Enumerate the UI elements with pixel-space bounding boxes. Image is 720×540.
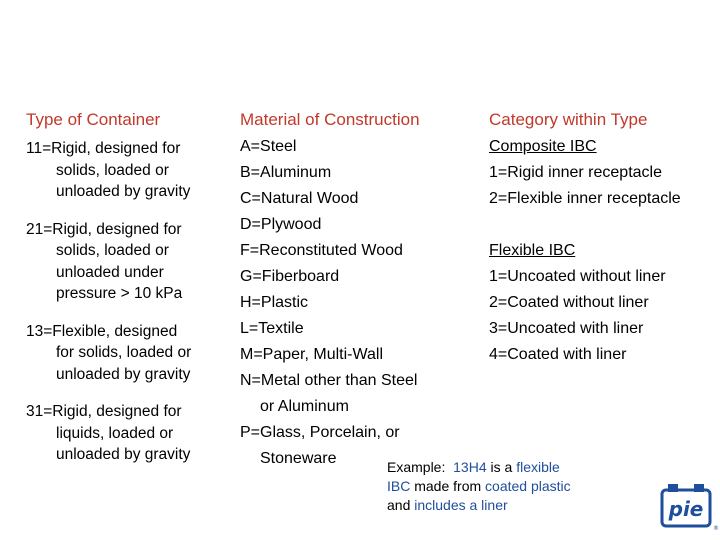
category-item: 4=Coated with liner: [489, 346, 627, 363]
flexible-ibc-title: Flexible IBC: [489, 242, 576, 259]
logo-text: pie: [668, 497, 704, 521]
example-note: [387, 458, 571, 515]
example-highlight: flexible: [516, 459, 560, 475]
composite-ibc-title: Composite IBC: [489, 138, 597, 155]
pie-logo: [658, 482, 719, 532]
type-line: unloaded by gravity: [56, 183, 191, 200]
type-line: pressure > 10 kPa: [56, 285, 183, 302]
category-item: 1=Uncoated without liner: [489, 268, 666, 285]
category-item: 2=Coated without liner: [489, 294, 649, 311]
type-item-21: [26, 219, 191, 305]
material-of-construction-list: [240, 134, 417, 472]
material-item: B=Aluminum: [240, 164, 332, 181]
category-item: 2=Flexible inner receptacle: [489, 190, 681, 207]
type-line: 31=Rigid, designed for: [26, 403, 182, 420]
header-material-of-construction: Material of Construction: [240, 110, 420, 129]
type-line: unloaded under: [56, 263, 164, 281]
type-line: 13=Flexible, designed: [26, 322, 178, 340]
header-type-of-container: Type of Container: [26, 110, 161, 129]
category-item: 3=Uncoated with liner: [489, 320, 644, 337]
example-highlight: IBC: [387, 478, 411, 494]
spacer: [489, 212, 681, 238]
material-item: C=Natural Wood: [240, 190, 359, 207]
material-item: D=Plywood: [240, 216, 322, 233]
material-item: F=Reconstituted Wood: [240, 242, 403, 259]
type-item-13: [26, 321, 191, 386]
example-line-1: Example: 13H4 is a flexible: [387, 459, 560, 475]
material-item: A=Steel: [240, 138, 297, 155]
example-highlight: coated plastic: [485, 478, 571, 494]
example-line-3: and includes a liner: [387, 497, 508, 513]
material-item: L=Textile: [240, 320, 304, 337]
header-category-within-type: Category within Type: [489, 110, 648, 129]
example-highlight: includes a liner: [414, 497, 508, 513]
material-item-continuation: Stoneware: [260, 450, 337, 467]
type-line: unloaded by gravity: [56, 446, 191, 463]
example-line-2: IBC made from coated plastic: [387, 478, 571, 494]
svg-text:®: ®: [713, 525, 719, 532]
category-within-type-list: [489, 134, 681, 368]
type-line: 11=Rigid, designed for: [26, 140, 181, 157]
type-item-11: [26, 138, 191, 203]
example-code: 13H4: [453, 459, 487, 475]
type-line: liquids, loaded or: [56, 424, 174, 442]
material-item-continuation: or Aluminum: [260, 398, 349, 415]
material-item: H=Plastic: [240, 294, 309, 311]
material-item: P=Glass, Porcelain, or: [240, 424, 400, 441]
material-item: G=Fiberboard: [240, 268, 340, 285]
type-item-31: [26, 401, 191, 466]
category-item: 1=Rigid inner receptacle: [489, 164, 662, 181]
material-item: M=Paper, Multi-Wall: [240, 346, 383, 363]
type-line: unloaded by gravity: [56, 365, 191, 383]
type-line: solids, loaded or: [56, 161, 169, 179]
type-line: for solids, loaded or: [56, 344, 192, 361]
type-of-container-list: [26, 138, 191, 482]
type-line: 21=Rigid, designed for: [26, 220, 182, 238]
material-item: N=Metal other than Steel: [240, 372, 418, 389]
type-line: solids, loaded or: [56, 242, 169, 259]
